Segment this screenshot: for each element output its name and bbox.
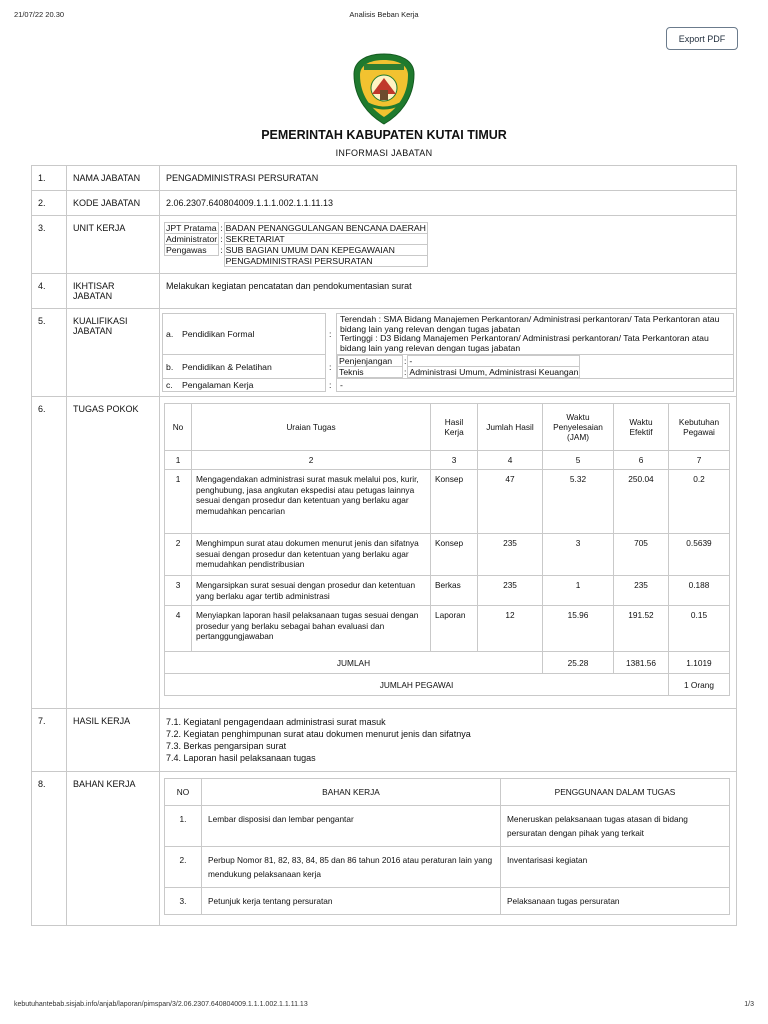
bahan-guna: Meneruskan pelaksanaan tugas atasan di bidang persuratan dengan pihak yang terkait: [501, 806, 730, 847]
section-bahan-kerja: [32, 772, 737, 926]
tugas-header: Waktu Efektif: [614, 404, 669, 451]
tugas-row: [165, 606, 730, 652]
tugas-header: Kebutuhan Pegawai: [669, 404, 730, 451]
section-label: UNIT KERJA: [67, 216, 160, 274]
tugas-efektif: 705: [614, 534, 669, 576]
section-kode-jabatan: [32, 191, 737, 216]
colnum: 7: [669, 451, 730, 470]
doc-subtitle: INFORMASI JABATAN: [335, 148, 433, 158]
tugas-kebutuhan: 0.15: [669, 606, 730, 652]
unit-key: Administrator: [166, 234, 218, 244]
tugas-efektif: 191.52: [614, 606, 669, 652]
kualifikasi-formal: [163, 314, 734, 355]
tugas-jumlah: 12: [478, 606, 543, 652]
pendidikan-terendah: Terendah : SMA Bidang Manajemen Perkantoran/ Administrasi perkantoran/ Tata Perkantoran atau bidang lain yang relevan dengan tugas jabatan: [340, 314, 720, 334]
unit-sep: :: [220, 223, 223, 233]
kutai-timur-emblem-icon: [350, 52, 418, 126]
pelatihan-list: [337, 355, 580, 378]
bahan-header-row: [165, 779, 730, 806]
unit-sep: :: [220, 245, 223, 255]
tugas-uraian: Mengagendakan administrasi surat masuk melalui pos, kurir, penghubung, jasa angkutan ekspedisi atau petugas lainnya sesuai dengan prosedur dan ketentuan yang berlaku agar memudahkan pencarian: [192, 470, 431, 534]
tugas-row: [165, 534, 730, 576]
bahan-row: [165, 888, 730, 915]
tugas-row: [165, 576, 730, 606]
hasil-item: 7.4. Laporan hasil pelaksanaan tugas: [166, 753, 316, 763]
colnum: 4: [478, 451, 543, 470]
bahan-name: Perbup Nomor 81, 82, 83, 84, 85 dan 86 tahun 2016 atau peraturan lain yang mendukung pelaksanaan kerja: [202, 847, 501, 888]
unit-key: [165, 256, 219, 267]
kualifikasi-key: b.: [163, 355, 180, 379]
tugas-table: [164, 403, 730, 696]
tugas-jumlah-row: [165, 652, 730, 674]
bahan-no: 1.: [165, 806, 202, 847]
section-no: 3.: [32, 216, 67, 274]
bahan-row: [165, 847, 730, 888]
tugas-jumlah: 47: [478, 470, 543, 534]
tugas-header-row: [165, 404, 730, 451]
section-no: 2.: [32, 191, 67, 216]
org-title: PEMERINTAH KABUPATEN KUTAI TIMUR: [261, 128, 507, 142]
hasil-item: 7.1. Kegiatanl pengagendaan administrasi surat masuk: [166, 717, 386, 727]
hasil-item: 7.2. Kegiatan penghimpunan surat atau dokumen menurut jenis dan sifatnya: [166, 729, 471, 739]
tugas-no: 1: [165, 470, 192, 534]
pendidikan-tertinggi: Tertinggi : D3 Bidang Manajemen Perkantoran/ Administrasi perkantoran/ Tata Perkantoran atau bidang lain yang relevan dengan tugas jabatan: [340, 333, 709, 353]
kualifikasi-table: [162, 313, 734, 392]
tugas-kebutuhan: 0.5639: [669, 534, 730, 576]
section-value: Melakukan kegiatan pencatatan dan pendokumentasian surat: [160, 274, 737, 309]
section-no: 4.: [32, 274, 67, 309]
kualifikasi-pelatihan: [163, 355, 734, 379]
pelatihan-value: -: [408, 356, 580, 367]
kualifikasi-sep: :: [329, 380, 332, 390]
kualifikasi-sep: :: [329, 361, 332, 372]
section-nama-jabatan: [32, 166, 737, 191]
section-value: 2.06.2307.640804009.1.1.1.002.1.1.11.13: [160, 191, 737, 216]
unit-value: SEKRETARIAT: [224, 234, 427, 245]
colnum: 3: [431, 451, 478, 470]
tugas-waktu: 3: [543, 534, 614, 576]
tugas-header: Hasil Kerja: [431, 404, 478, 451]
bahan-no: 2.: [165, 847, 202, 888]
section-label: KODE JABATAN: [67, 191, 160, 216]
section-hasil-kerja: [32, 709, 737, 772]
pelatihan-sep: :: [404, 367, 407, 377]
bahan-header: BAHAN KERJA: [202, 779, 501, 806]
colnum: 6: [614, 451, 669, 470]
section-label: KUALIFIKASI JABATAN: [67, 309, 160, 397]
tugas-efektif: 250.04: [614, 470, 669, 534]
tugas-uraian: Mengarsipkan surat sesuai dengan prosedur dan ketentuan yang berlaku agar tertib administrasi: [192, 576, 431, 606]
jumlah-kebutuhan: 1.1019: [669, 652, 730, 674]
tugas-waktu: 1: [543, 576, 614, 606]
section-label: HASIL KERJA: [67, 709, 160, 772]
jumlah-waktu: 25.28: [543, 652, 614, 674]
section-no: 5.: [32, 309, 67, 397]
hasil-item: 7.3. Berkas pengarsipan surat: [166, 741, 287, 751]
pelatihan-value: Administrasi Umum, Administrasi Keuangan: [409, 367, 579, 377]
jumlah-efektif: 1381.56: [614, 652, 669, 674]
section-no: 6.: [32, 397, 67, 709]
tugas-efektif: 235: [614, 576, 669, 606]
tugas-no: 3: [165, 576, 192, 606]
tugas-hasil: Laporan: [431, 606, 478, 652]
print-title: Analisis Beban Kerja: [349, 10, 419, 19]
tugas-jumlah: 235: [478, 534, 543, 576]
colnum: 5: [543, 451, 614, 470]
section-no: 7.: [32, 709, 67, 772]
tugas-hasil: Konsep: [431, 470, 478, 534]
section-label: NAMA JABATAN: [67, 166, 160, 191]
section-value: PENGADMINISTRASI PERSURATAN: [160, 166, 737, 191]
tugas-header: Waktu Penyelesaian (JAM): [543, 404, 614, 451]
pegawai-label: JUMLAH PEGAWAI: [165, 674, 669, 696]
export-pdf-button[interactable]: Export PDF: [666, 27, 738, 50]
tugas-waktu: 5.32: [543, 470, 614, 534]
bahan-guna: Inventarisasi kegiatan: [501, 847, 730, 888]
print-datetime: 21/07/22 20.30: [14, 10, 65, 19]
unit-kerja-list: [164, 222, 428, 267]
footer-url: kebutuhantebab.sisjab.info/anjab/laporan/pimspan/3/2.06.2307.640804009.1.1.1.002.1.1.11.13: [14, 1001, 308, 1008]
tugas-hasil: Berkas: [431, 576, 478, 606]
kualifikasi-label: Pendidikan & Pelatihan: [179, 355, 326, 379]
pelatihan-key: Penjenjangan: [338, 356, 403, 367]
colnum: 1: [165, 451, 192, 470]
tugas-no: 2: [165, 534, 192, 576]
section-no: 8.: [32, 772, 67, 926]
tugas-no: 4: [165, 606, 192, 652]
tugas-pegawai-row: [165, 674, 730, 696]
section-label: IKHTISAR JABATAN: [67, 274, 160, 309]
pegawai-value: 1 Orang: [669, 674, 730, 696]
kualifikasi-key: a.: [163, 314, 180, 355]
kualifikasi-pengalaman: [163, 379, 734, 392]
bahan-header: NO: [165, 779, 202, 806]
section-label: TUGAS POKOK: [67, 397, 160, 709]
pelatihan-sep: :: [404, 356, 407, 366]
tugas-header: No: [165, 404, 192, 451]
pengalaman-value: -: [337, 379, 734, 392]
bahan-table: [164, 778, 730, 915]
tugas-colnum-row: [165, 451, 730, 470]
tugas-uraian: Menyiapkan laporan hasil pelaksanaan tugas sesuai dengan prosedur yang berlaku sebagai bahan evaluasi dan pertanggungjawaban: [192, 606, 431, 652]
kualifikasi-label: Pengalaman Kerja: [179, 379, 326, 392]
section-tugas-pokok: [32, 397, 737, 709]
print-footer: [14, 1001, 754, 1008]
tugas-jumlah: 235: [478, 576, 543, 606]
section-no: 1.: [32, 166, 67, 191]
tugas-header: Uraian Tugas: [192, 404, 431, 451]
tugas-hasil: Konsep: [431, 534, 478, 576]
tugas-uraian: Menghimpun surat atau dokumen menurut jenis dan sifatnya sesuai dengan prosedur dan ketentuan yang berlaku agar memudahkan pendistribusian: [192, 534, 431, 576]
section-unit-kerja: [32, 216, 737, 274]
bahan-guna: Pelaksanaan tugas persuratan: [501, 888, 730, 915]
kualifikasi-sep: :: [329, 329, 332, 339]
pelatihan-key: Teknis: [338, 367, 403, 378]
tugas-kebutuhan: 0.188: [669, 576, 730, 606]
print-header: [14, 10, 754, 22]
bahan-name: Lembar disposisi dan lembar pengantar: [202, 806, 501, 847]
section-label: BAHAN KERJA: [67, 772, 160, 926]
unit-sep: :: [220, 234, 223, 244]
section-ikhtisar: [32, 274, 737, 309]
unit-value: SUB BAGIAN UMUM DAN KEPEGAWAIAN: [224, 245, 427, 256]
unit-key: Pengawas: [165, 245, 219, 256]
unit-value: PENGADMINISTRASI PERSURATAN: [224, 256, 427, 267]
colnum: 2: [192, 451, 431, 470]
tugas-waktu: 15.96: [543, 606, 614, 652]
kualifikasi-label: Pendidikan Formal: [179, 314, 326, 355]
tugas-kebutuhan: 0.2: [669, 470, 730, 534]
bahan-header: PENGGUNAAN DALAM TUGAS: [501, 779, 730, 806]
page-number: 1/3: [744, 1001, 754, 1008]
bahan-name: Petunjuk kerja tentang persuratan: [202, 888, 501, 915]
kualifikasi-key: c.: [163, 379, 180, 392]
jumlah-label: JUMLAH: [165, 652, 543, 674]
jabatan-table: [31, 165, 737, 926]
unit-value: BADAN PENANGGULANGAN BENCANA DAERAH: [225, 223, 426, 233]
section-kualifikasi: [32, 309, 737, 397]
tugas-row: [165, 470, 730, 534]
unit-key: JPT Pratama: [165, 223, 219, 234]
bahan-row: [165, 806, 730, 847]
bahan-no: 3.: [165, 888, 202, 915]
tugas-header: Jumlah Hasil: [478, 404, 543, 451]
